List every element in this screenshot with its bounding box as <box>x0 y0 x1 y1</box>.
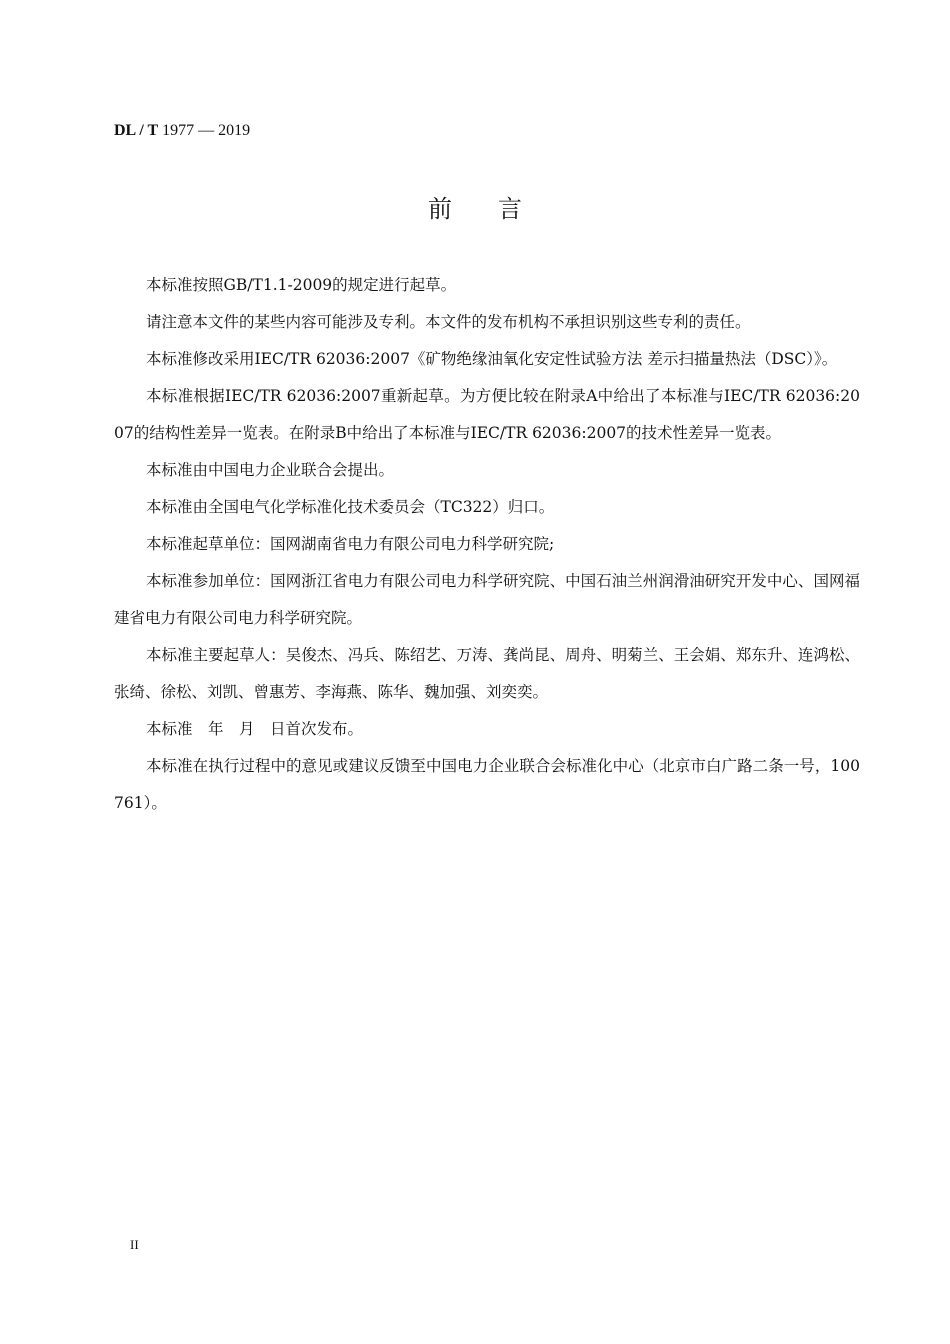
paragraph-drafting-rules: 本标准按照GB/T1.1-2009的规定进行起草。 <box>146 276 457 294</box>
paragraph-participating-units: 本标准参加单位：国网浙江省电力有限公司电力科学研究院、中国石油兰州润滑油研究开发中心、国网福建省电力有限公司电力科学研究院。 <box>114 572 860 627</box>
page-number: II <box>130 1237 139 1252</box>
paragraph-feedback: 本标准在执行过程中的意见或建议反馈至中国电力企业联合会标准化中心（北京市白广路二条一号，100761）。 <box>114 757 860 812</box>
standard-code: DL / T <box>114 122 159 139</box>
paragraph-drafting-unit: 本标准起草单位：国网湖南省电力有限公司电力科学研究院; <box>146 535 555 553</box>
standard-header <box>114 121 250 141</box>
paragraph-release-date: 本标准 年 月 日首次发布。 <box>146 720 364 738</box>
paragraph-committee: 本标准由全国电气化学标准化技术委员会（TC322）归口。 <box>146 498 555 516</box>
paragraph-drafters: 本标准主要起草人：吴俊杰、冯兵、陈绍艺、万涛、龚尚昆、周舟、明菊兰、王会娟、郑东升、连鸿松、张绮、徐松、刘凯、曾惠芳、李海燕、陈华、魏加强、刘奕奕。 <box>114 646 860 701</box>
paragraph-patent-notice: 请注意本文件的某些内容可能涉及专利。本文件的发布机构不承担识别这些专利的责任。 <box>146 313 751 331</box>
standard-number: 1977 — 2019 <box>158 122 251 139</box>
paragraph-adoption: 本标准修改采用IEC/TR 62036:2007《矿物绝缘油氧化安定性试验方法 差示扫描量热法（DSC）》。 <box>146 350 838 368</box>
page-title: 前言 <box>428 195 568 223</box>
paragraph-proposer: 本标准由中国电力企业联合会提出。 <box>146 461 395 479</box>
foreword-body <box>114 267 860 822</box>
paragraph-redrafting: 本标准根据IEC/TR 62036:2007重新起草。为方便比较在附录A中给出了本标准与IEC/TR 62036:2007的结构性差异一览表。在附录B中给出了本标准与IEC/TR 62036:2007的技术性差异一览表。 <box>114 387 860 442</box>
